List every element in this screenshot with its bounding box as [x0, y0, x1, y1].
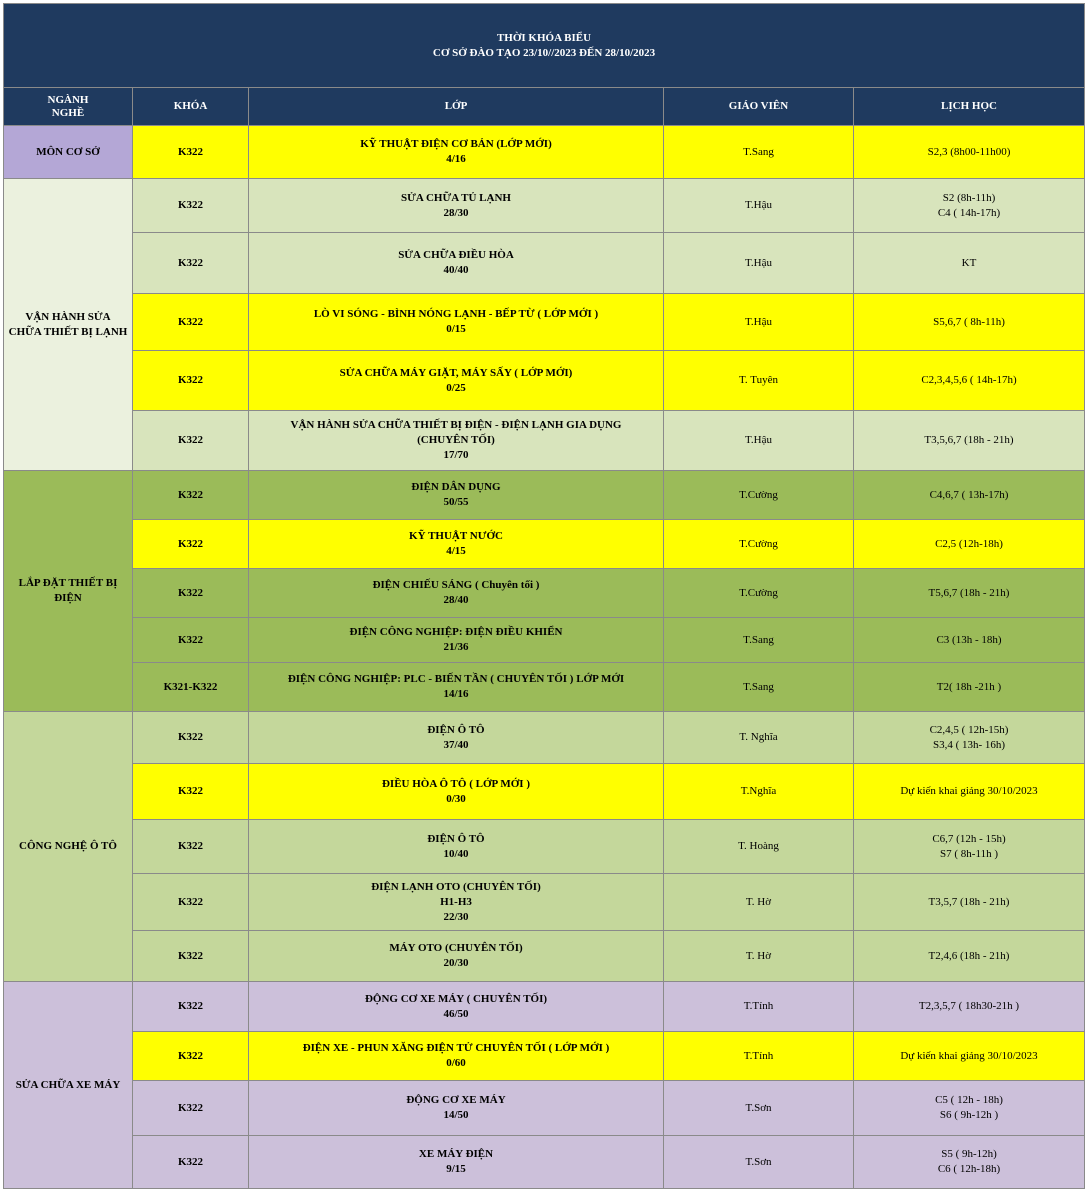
- class-name-line: VẬN HÀNH SỬA CHỮA THIẾT BỊ ĐIỆN - ĐIỆN LẠNH GIA DỤNG: [290, 419, 622, 431]
- teacher-cell: T.Hậu: [664, 233, 854, 294]
- teacher-cell: T.Cường: [664, 471, 854, 520]
- table-row: [4, 471, 1085, 520]
- table-row: [4, 712, 1085, 764]
- group-name-cell: CÔNG NGHỆ Ô TÔ: [4, 712, 133, 982]
- lop-cell: [249, 520, 664, 569]
- subtitle: CƠ SỞ ĐÀO TẠO 23/10//2023 ĐẾN 28/10/2023: [432, 46, 656, 59]
- class-name-line: ĐIỆN CÔNG NGHIỆP: ĐIỆN ĐIỀU KHIỂN: [349, 626, 563, 638]
- lop-cell: [249, 931, 664, 982]
- khoa-cell: K322: [133, 569, 249, 618]
- group-name-cell: SỬA CHỮA XE MÁY: [4, 982, 133, 1189]
- schedule-line: S5,6,7 ( 8h-11h): [933, 315, 1005, 328]
- class-name-line: ĐIỆN XE - PHUN XĂNG ĐIỆN TỬ CHUYÊN TỐI ( LỚP MỚI ): [302, 1042, 610, 1054]
- teacher-cell: T. Nghĩa: [664, 712, 854, 764]
- khoa-cell: K322: [133, 618, 249, 663]
- schedule-line: Dự kiến khai giảng 30/10/2023: [900, 1049, 1038, 1062]
- khoa-cell: K322: [133, 1081, 249, 1136]
- schedule-cell: [854, 618, 1085, 663]
- lop-cell: [249, 820, 664, 874]
- enrollment-count: 40/40: [443, 264, 469, 276]
- class-name-line: ĐIỆN CÔNG NGHIỆP: PLC - BIẾN TẦN ( CHUYÊN TỐI ) LỚP MỚI: [287, 673, 625, 685]
- enrollment-count: 21/36: [443, 641, 469, 653]
- table-row: [4, 874, 1085, 931]
- teacher-cell: T.Sang: [664, 618, 854, 663]
- lop-cell: [249, 471, 664, 520]
- timetable-body: [4, 126, 1085, 1189]
- teacher-cell: T.Sang: [664, 126, 854, 179]
- enrollment-count: 28/30: [443, 206, 469, 219]
- table-row: [4, 982, 1085, 1032]
- khoa-cell: K322: [133, 233, 249, 294]
- schedule-line: Dự kiến khai giảng 30/10/2023: [900, 785, 1038, 797]
- lop-cell: [249, 663, 664, 712]
- class-name-line: KỸ THUẬT NƯỚC: [409, 530, 503, 542]
- lop-cell: [249, 1032, 664, 1081]
- khoa-cell: K322: [133, 874, 249, 931]
- khoa-cell: K322: [133, 931, 249, 982]
- teacher-cell: T.Sơn: [664, 1081, 854, 1136]
- schedule-cell: [854, 569, 1085, 618]
- table-row: [4, 1081, 1085, 1136]
- schedule-line: T2( 18h -21h ): [936, 680, 1002, 693]
- schedule-cell: [854, 982, 1085, 1032]
- khoa-cell: K322: [133, 764, 249, 820]
- table-row: [4, 126, 1085, 179]
- enrollment-count: 37/40: [443, 738, 469, 751]
- schedule-cell: [854, 764, 1085, 820]
- schedule-cell: [854, 126, 1085, 179]
- col-header-lop: LỚP: [249, 88, 664, 126]
- table-row: [4, 520, 1085, 569]
- schedule-line: T3,5,7 (18h - 21h): [928, 895, 1010, 908]
- lop-cell: [249, 179, 664, 233]
- enrollment-count: 0/30: [446, 792, 466, 805]
- khoa-cell: K322: [133, 712, 249, 764]
- timetable-title: [4, 4, 1085, 88]
- enrollment-count: 20/30: [443, 957, 469, 969]
- title: THỜI KHÓA BIỂU: [496, 31, 592, 44]
- schedule-cell: [854, 294, 1085, 351]
- col-header-lich-hoc: LỊCH HỌC: [854, 88, 1085, 126]
- schedule-cell: [854, 471, 1085, 520]
- schedule-line: T3,5,6,7 (18h - 21h): [924, 434, 1014, 446]
- schedule-line: C4 ( 14h-17h): [937, 206, 1001, 219]
- khoa-cell: K322: [133, 126, 249, 179]
- enrollment-count: 0/60: [446, 1057, 466, 1069]
- schedule-line: S7 ( 8h-11h ): [940, 847, 998, 860]
- teacher-cell: T.Tính: [664, 982, 854, 1032]
- schedule-cell: [854, 351, 1085, 411]
- teacher-cell: T.Hậu: [664, 179, 854, 233]
- khoa-cell: K322: [133, 471, 249, 520]
- khoa-cell: K322: [133, 1136, 249, 1189]
- table-row: [4, 233, 1085, 294]
- table-row: [4, 931, 1085, 982]
- table-row: [4, 351, 1085, 411]
- teacher-cell: T.Sang: [664, 663, 854, 712]
- khoa-cell: K322: [133, 179, 249, 233]
- class-name-line: SỬA CHỮA ĐIỀU HÒA: [398, 249, 514, 261]
- schedule-cell: [854, 1081, 1085, 1136]
- schedule-cell: [854, 233, 1085, 294]
- schedule-line: C4,6,7 ( 13h-17h): [929, 488, 1009, 501]
- lop-cell: [249, 294, 664, 351]
- teacher-cell: T. Hoàng: [664, 820, 854, 874]
- col-header-giao-vien: GIÁO VIÊN: [664, 88, 854, 126]
- class-name-line: SỬA CHỮA TỦ LẠNH: [401, 191, 511, 204]
- enrollment-count: 50/55: [443, 496, 469, 508]
- table-row: [4, 569, 1085, 618]
- enrollment-count: 0/15: [446, 323, 466, 335]
- schedule-cell: [854, 874, 1085, 931]
- timetable: [3, 3, 1085, 1189]
- lop-cell: [249, 982, 664, 1032]
- schedule-line: S6 ( 9h-12h ): [939, 1109, 999, 1121]
- group-name-cell: VẬN HÀNH SỬA CHỮA THIẾT BỊ LẠNH: [4, 179, 133, 471]
- schedule-line: T2,4,6 (18h - 21h): [928, 949, 1010, 962]
- enrollment-count: 22/30: [443, 910, 469, 923]
- table-row: [4, 764, 1085, 820]
- enrollment-count: 9/15: [446, 1163, 466, 1175]
- enrollment-count: 46/50: [443, 1007, 469, 1020]
- class-name-line: H1-H3: [440, 895, 472, 908]
- enrollment-count: 4/15: [446, 545, 466, 557]
- table-row: [4, 1032, 1085, 1081]
- class-name-line: ĐỘNG CƠ XE MÁY ( CHUYÊN TỐI): [364, 992, 548, 1005]
- class-name-line: ĐỘNG CƠ XE MÁY: [406, 1094, 506, 1106]
- teacher-cell: T.Nghĩa: [664, 764, 854, 820]
- teacher-cell: T.Cường: [664, 569, 854, 618]
- class-name-line: MÁY OTO (CHUYÊN TỐI): [389, 942, 523, 954]
- khoa-cell: K322: [133, 982, 249, 1032]
- table-row: [4, 820, 1085, 874]
- schedule-line: KT: [961, 256, 977, 269]
- schedule-line: S3,4 ( 13h- 16h): [932, 738, 1006, 751]
- teacher-cell: T. Tuyên: [664, 351, 854, 411]
- table-row: [4, 663, 1085, 712]
- group-name-cell: MÔN CƠ SỞ: [4, 126, 133, 179]
- class-name-line: KỸ THUẬT ĐIỆN CƠ BẢN (LỚP MỚI): [360, 138, 552, 150]
- schedule-cell: [854, 1136, 1085, 1189]
- lop-cell: [249, 126, 664, 179]
- col-header-khoa: KHÓA: [133, 88, 249, 126]
- class-name-line: ĐIỆN DÂN DỤNG: [411, 481, 501, 493]
- lop-cell: [249, 569, 664, 618]
- enrollment-count: 14/16: [443, 688, 469, 700]
- enrollment-count: 14/50: [443, 1109, 469, 1121]
- lop-cell: [249, 764, 664, 820]
- schedule-line: C6,7 (12h - 15h): [932, 832, 1006, 845]
- schedule-line: C6 ( 12h-18h): [937, 1163, 1001, 1175]
- khoa-cell: K322: [133, 1032, 249, 1081]
- schedule-cell: [854, 820, 1085, 874]
- khoa-cell: K321-K322: [133, 663, 249, 712]
- khoa-cell: K322: [133, 294, 249, 351]
- class-name-line: (CHUYÊN TỐI): [417, 434, 495, 446]
- enrollment-count: 28/40: [443, 594, 469, 606]
- schedule-line: C5 ( 12h - 18h): [935, 1094, 1003, 1106]
- schedule-cell: [854, 931, 1085, 982]
- schedule-line: T2,3,5,7 ( 18h30-21h ): [918, 1000, 1020, 1012]
- khoa-cell: K322: [133, 820, 249, 874]
- teacher-cell: T.Hậu: [664, 294, 854, 351]
- schedule-cell: [854, 663, 1085, 712]
- class-name-line: XE MÁY ĐIỆN: [418, 1148, 494, 1160]
- col-header-nganh: NGÀNH NGHỀ: [4, 88, 133, 126]
- lop-cell: [249, 233, 664, 294]
- class-name-line: ĐIỆN CHIẾU SÁNG ( Chuyên tối ): [372, 579, 540, 591]
- schedule-cell: [854, 179, 1085, 233]
- schedule-cell: [854, 520, 1085, 569]
- class-name-line: SỬA CHỮA MÁY GIẶT, MÁY SẤY ( LỚP MỚI): [339, 366, 573, 379]
- schedule-line: S2 (8h-11h): [942, 191, 996, 204]
- enrollment-count: 0/25: [446, 381, 466, 394]
- teacher-cell: T. Hờ: [664, 874, 854, 931]
- class-name-line: ĐIỆN Ô TÔ: [427, 832, 485, 845]
- teacher-cell: T.Cường: [664, 520, 854, 569]
- teacher-cell: T.Hậu: [664, 411, 854, 471]
- khoa-cell: K322: [133, 411, 249, 471]
- teacher-cell: T.Sơn: [664, 1136, 854, 1189]
- teacher-cell: T.Tính: [664, 1032, 854, 1081]
- lop-cell: [249, 874, 664, 931]
- lop-cell: [249, 618, 664, 663]
- lop-cell: [249, 1136, 664, 1189]
- table-row: [4, 1136, 1085, 1189]
- group-name-cell: LẮP ĐẶT THIẾT BỊ ĐIỆN: [4, 471, 133, 712]
- schedule-line: C2,4,5 ( 12h-15h): [929, 723, 1009, 736]
- class-name-line: ĐIỆN LẠNH OTO (CHUYÊN TỐI): [371, 880, 541, 893]
- lop-cell: [249, 351, 664, 411]
- schedule-line: C2,3,4,5,6 ( 14h-17h): [921, 374, 1017, 386]
- lop-cell: [249, 1081, 664, 1136]
- schedule-cell: [854, 712, 1085, 764]
- khoa-cell: K322: [133, 520, 249, 569]
- enrollment-count: 10/40: [443, 847, 469, 860]
- lop-cell: [249, 411, 664, 471]
- table-row: [4, 294, 1085, 351]
- lop-cell: [249, 712, 664, 764]
- schedule-cell: [854, 411, 1085, 471]
- schedule-line: C3 (13h - 18h): [936, 633, 1002, 646]
- teacher-cell: T. Hờ: [664, 931, 854, 982]
- schedule-line: S2,3 (8h00-11h00): [927, 145, 1011, 158]
- enrollment-count: 4/16: [446, 153, 466, 165]
- schedule-cell: [854, 1032, 1085, 1081]
- schedule-line: S5 ( 9h-12h): [941, 1148, 997, 1160]
- table-row: [4, 411, 1085, 471]
- enrollment-count: 17/70: [443, 449, 469, 461]
- class-name-line: ĐIỆN Ô TÔ: [427, 723, 485, 736]
- schedule-line: C2,5 (12h-18h): [935, 537, 1003, 550]
- khoa-cell: K322: [133, 351, 249, 411]
- class-name-line: LÒ VI SÓNG - BÌNH NÓNG LẠNH - BẾP TỪ ( LỚP MỚI ): [313, 308, 599, 320]
- table-row: [4, 179, 1085, 233]
- class-name-line: ĐIỀU HÒA Ô TÔ ( LỚP MỚI ): [381, 777, 530, 790]
- schedule-line: T5,6,7 (18h - 21h): [928, 586, 1010, 599]
- table-row: [4, 618, 1085, 663]
